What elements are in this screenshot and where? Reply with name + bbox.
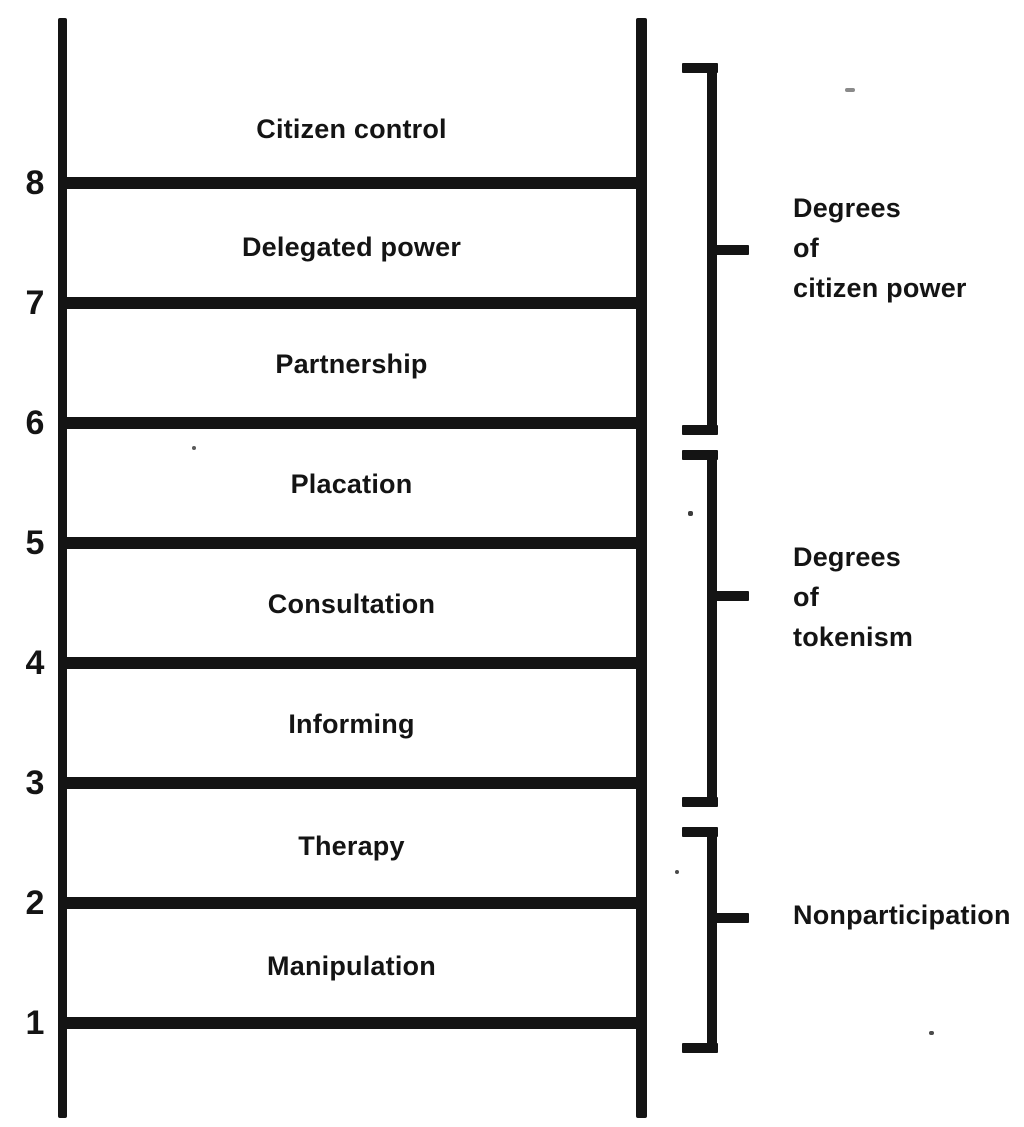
step-label-partnership: Partnership [275,349,428,379]
group-label-line: Degrees [793,542,901,572]
rung-number-3: 3 [25,764,45,802]
bracket-tokenism-bottom-tick [682,797,718,807]
group-label-degrees-of-citizen-power [793,188,1019,308]
bracket-tokenism-stem [707,450,717,807]
group-label-nonparticipation [793,895,1019,935]
bracket-nonparticipation-bottom-tick [682,1043,718,1053]
group-label-line: of [793,582,819,612]
rung-line-2 [58,897,647,909]
bracket-citizen-power-pointer [715,245,749,255]
rung-number-7: 7 [25,284,45,322]
ink-speck [688,511,693,516]
ink-speck [675,870,679,874]
ink-speck [929,1031,934,1035]
ink-speck [192,446,196,450]
rung-line-3 [58,777,647,789]
group-label-degrees-of-tokenism [793,537,1019,657]
step-label-placation: Placation [290,469,413,499]
bracket-tokenism-pointer [715,591,749,601]
rung-line-8 [58,177,647,189]
step-label-delegated-power: Delegated power [241,232,462,262]
group-label-line: Degrees [793,193,901,223]
bracket-nonparticipation-stem [707,827,717,1053]
ink-speck [845,88,855,92]
rung-line-6 [58,417,647,429]
step-label-manipulation: Manipulation [267,951,436,981]
rung-number-2: 2 [25,884,45,922]
rung-line-4 [58,657,647,669]
rung-line-7 [58,297,647,309]
bracket-nonparticipation-pointer [715,913,749,923]
group-label-line: of [793,233,819,263]
rung-line-1 [58,1017,647,1029]
bracket-citizen-power-bottom-tick [682,425,718,435]
step-label-therapy: Therapy [298,831,405,861]
group-label-line: Nonparticipation [793,900,1011,930]
step-label-citizen-control: Citizen control [256,114,447,144]
group-label-line: citizen power [793,273,967,303]
rung-number-8: 8 [25,164,45,202]
rung-number-4: 4 [25,644,45,682]
rung-number-5: 5 [25,524,45,562]
group-label-line: tokenism [793,622,914,652]
step-label-informing: Informing [288,709,415,739]
rung-number-1: 1 [25,1004,45,1042]
rung-line-5 [58,537,647,549]
step-label-consultation: Consultation [267,589,436,619]
rung-number-6: 6 [25,404,45,442]
